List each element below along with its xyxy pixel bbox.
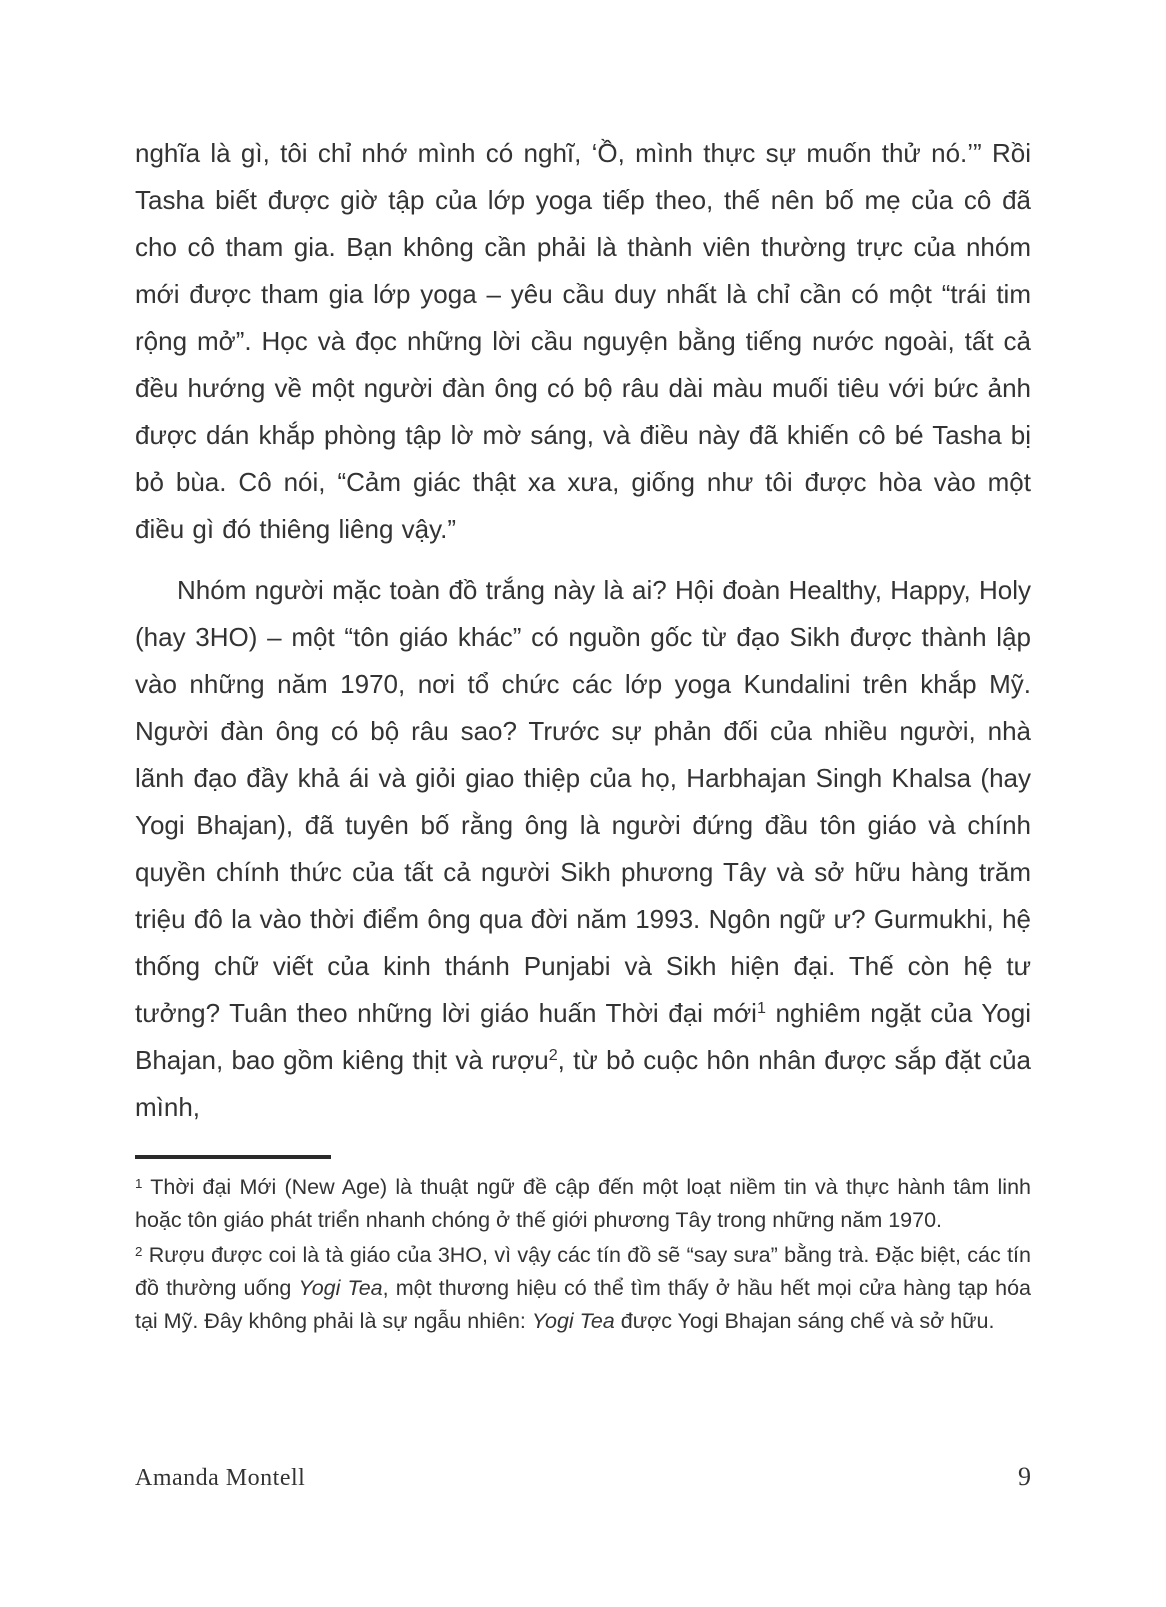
footnote-separator [135,1155,331,1159]
footnote-ref-1: 1 [756,999,766,1018]
footnote-2-text: Rượu được coi là tà giáo của 3HO, vì vậy các tín đồ sẽ “say sưa” bằng trà. Đặc biệt, các tín đồ thường uống [135,1243,1031,1300]
footnote-2-marker: 2 [135,1244,143,1260]
footnote-2-text: được Yogi Bhajan sáng chế và sở hữu. [614,1309,995,1333]
footnote-ref-2: 2 [548,1046,558,1065]
body-text [135,130,1031,1131]
page-footer [135,1462,1031,1492]
page-number: 9 [1018,1462,1031,1491]
footnote-2-brand-name: Yogi Tea [298,1276,383,1300]
paragraph-2 [135,567,1031,1131]
paragraph-2-text: nghiêm ngặt của Yogi Bhajan, bao gồm kiêng thịt và rượu [135,998,1032,1075]
footnote-2-brand-name: Yogi Tea [531,1309,615,1333]
footnote-2-text: , một thương hiệu có thể tìm thấy ở hầu hết mọi cửa hàng tạp hóa tại Mỹ. Đây không phải là sự ngẫu nhiên: [135,1276,1031,1333]
paragraph-2-text: Nhóm người mặc toàn đồ trắng này là ai? Hội đoàn Healthy, Happy, Holy (hay 3HO) – một “tôn giáo khác” có nguồn gốc từ đạo Sikh được thành lập vào những năm 1970, nơi tổ chức các lớp yoga Kundalini trên khắp Mỹ. Người đàn ông có bộ râu sao? Trước sự phản đối của nhiều người, nhà lãnh đạo đầy khả ái và giỏi giao thiệp của họ, Harbhajan Singh Khalsa (hay Yogi Bhajan), đã tuyên bố rằng ông là người đứng đầu tôn giáo và chính quyền chính thức của tất cả người Sikh phương Tây và sở hữu hàng trăm triệu đô la vào thời điểm ông qua đời năm 1993. Ngôn ngữ ư? Gurmukhi, hệ thống chữ viết của kinh thánh Punjabi và Sikh hiện đại. Thế còn hệ tư tưởng? Tuân theo những lời giáo huấn Thời đại mới [135,575,1031,1028]
footnote-1 [135,1171,1031,1237]
footnote-1-text: Thời đại Mới (New Age) là thuật ngữ đề cập đến một loạt niềm tin và thực hành tâm linh hoặc tôn giáo phát triển nhanh chóng ở thế giới phương Tây trong những năm 1970. [135,1175,1031,1232]
paragraph-2-text: , từ bỏ cuộc hôn nhân được sắp đặt của mình, [135,1045,1032,1122]
footnote-2 [135,1239,1031,1338]
paragraph-1: nghĩa là gì, tôi chỉ nhớ mình có nghĩ, ‘Ồ, mình thực sự muốn thử nó.’” Rồi Tasha biết được giờ tập của lớp yoga tiếp theo, thế nên bố mẹ của cô đã cho cô tham gia. Bạn không cần phải là thành viên thường trực của nhóm mới được tham gia lớp yoga – yêu cầu duy nhất là chỉ cần có một “trái tim rộng mở”. Học và đọc những lời cầu nguyện bằng tiếng nước ngoài, tất cả đều hướng về một người đàn ông có bộ râu dài màu muối tiêu với bức ảnh được dán khắp phòng tập lờ mờ sáng, và điều này đã khiến cô bé Tasha bị bỏ bùa. Cô nói, “Cảm giác thật xa xưa, giống như tôi được hòa vào một điều gì đó thiêng liêng vậy.” [135,138,1031,544]
footnote-1-marker: 1 [135,1176,143,1192]
footnote-area [135,1155,1031,1338]
author-name: Amanda Montell [135,1465,306,1491]
